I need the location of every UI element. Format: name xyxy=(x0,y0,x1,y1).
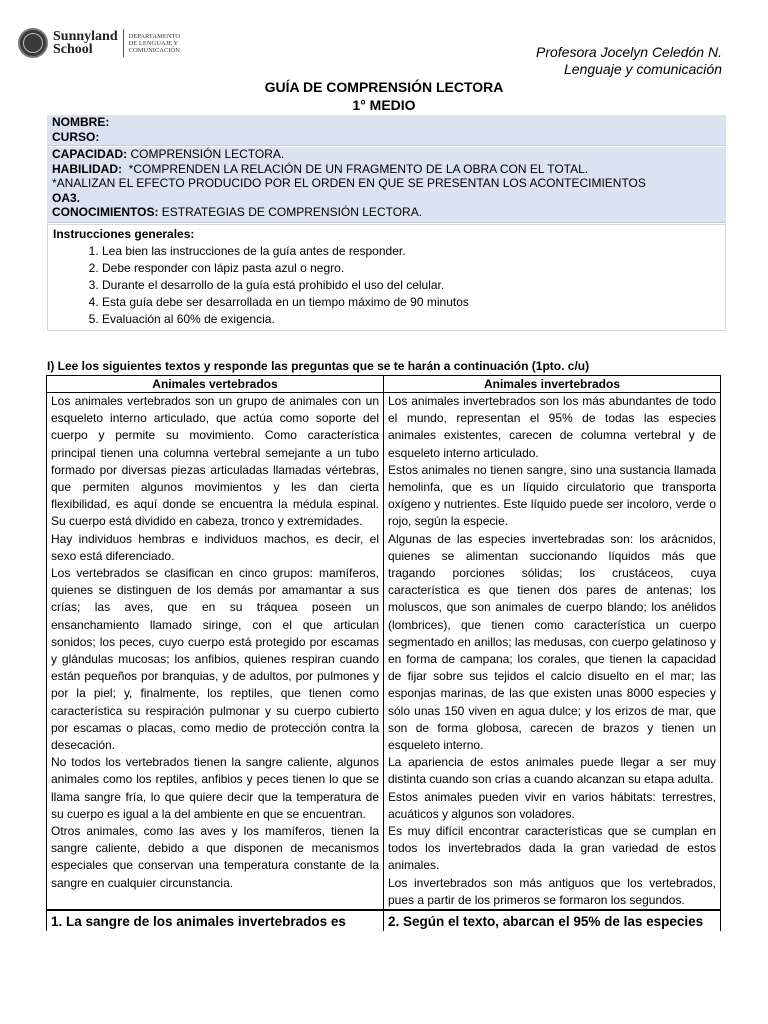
paragraph: Otros animales, como las aves y los mamíferos, tienen la sangre caliente, debido a que disponen de mecanismos especiales que conservan una temperatura constante de la sangre en cualquier circunstancia. xyxy=(51,824,379,890)
habilidad-line-2: *ANALIZAN EL EFECTO PRODUCIDO POR EL ORDEN EN QUE SE PRESENTAN LOS ACONTECIMIENTOS xyxy=(52,176,646,190)
instructions-title: Instrucciones generales: xyxy=(53,227,195,241)
question-row xyxy=(47,910,721,931)
oa-label: OA3. xyxy=(52,190,81,205)
instruction-item: 2. Debe responder con lápiz pasta azul o negro. xyxy=(102,260,720,277)
logo-divider xyxy=(123,29,124,57)
teacher-info xyxy=(536,44,722,78)
invertebrates-title: Animales invertebrados xyxy=(384,376,721,393)
table-header-row xyxy=(47,376,721,393)
instruction-item: 4. Esta guía debe ser desarrollada en un tiempo máximo de 90 minutos xyxy=(102,294,720,311)
paragraph: Los vertebrados se clasifican en cinco grupos: mamíferos, quienes se distinguen de los demás por amamantar a sus crías; las aves, que en su tráquea poseen un ensanchamiento llamado siringe, con el que articulan sonidos; los peces, cuyo cuerpo está protegido por escamas y glándulas mucosas; los anfibios, quienes respiran cuando están pequeños por branquias, y de adultos, por pulmones y por la piel; y, finalmente, los reptiles, que tienen como característica su respiración pulmonar y su cuerpo cubierto por escamas o placas, como medio de protección contra la desecación. xyxy=(51,566,379,753)
instruction-item: 1. Lea bien las instrucciones de la guía antes de responder. xyxy=(102,243,720,260)
paragraph: Estos animales no tienen sangre, sino una sustancia llamada hemolinfa, que es un líquido circulatorio que transporta oxígeno y nutrientes. Este líquido puede ser incoloro, verde o rojo, según la especie. xyxy=(388,462,716,529)
instruction-item: 3. Durante el desarrollo de la guía está prohibido el uso del celular. xyxy=(102,277,720,294)
grade-line: 1° MEDIO xyxy=(352,97,416,113)
teacher-name: Profesora Jocelyn Celedón N. xyxy=(536,44,722,60)
section-heading: I) Lee los siguientes textos y responde las preguntas que se te harán a continuación (1pto. c/u) xyxy=(47,359,590,373)
course-label: CURSO: xyxy=(52,129,100,144)
table-text-row xyxy=(47,393,721,911)
department-name: DEPARTAMENTO DE LENGUAJE Y COMUNICACIÓN xyxy=(128,32,181,54)
reading-table xyxy=(46,375,721,931)
title-line: GUÍA DE COMPRENSIÓN LECTORA xyxy=(264,79,504,95)
question-1: 1. La sangre de los animales invertebrados es xyxy=(47,910,384,931)
paragraph: Hay individuos hembras e individuos machos, es decir, el sexo está diferenciado. xyxy=(51,531,379,563)
student-info-box xyxy=(47,115,726,146)
school-seal-icon xyxy=(18,28,48,58)
habilidad-line: HABILIDAD: *COMPRENDEN LA RELACIÓN DE UN FRAGMENTO DE LA OBRA CON EL TOTAL. xyxy=(52,161,589,176)
school-logo xyxy=(18,28,180,58)
paragraph: Los animales vertebrados son un grupo de animales con un esqueleto interno articulado, que actúa como soporte del cuerpo y permite su movimiento. Como característica principal tienen una columna vertebral semejante a un tubo formado por diversas piezas articuladas llamadas vértebras, que permiten algunos movimientos y les dan cierta flexibilidad, es aquí donde se encuentra la médula espinal. Su cuerpo está dividido en cabeza, tronco y extremidades. xyxy=(51,394,379,529)
instructions-list xyxy=(53,243,720,328)
question-2: 2. Según el texto, abarcan el 95% de las especies xyxy=(384,910,721,931)
name-label: NOMBRE: xyxy=(52,115,110,129)
paragraph: Es muy difícil encontrar características que se cumplan en todos los invertebrados dada la gran variedad de estos animales. xyxy=(388,824,716,873)
paragraph: Los invertebrados son más antiguos que los vertebrados, pues a partir de los primeros se formaron los segundos. xyxy=(388,875,716,907)
paragraph: La apariencia de estos animales puede llegar a ser muy distinta cuando son crías a cuando alcanzan su etapa adulta. xyxy=(388,755,716,787)
conocimientos-line: CONOCIMIENTOS: ESTRATEGIAS DE COMPRENSIÓN LECTORA. xyxy=(52,205,423,219)
vertebrates-text xyxy=(47,393,384,911)
instruction-item: 5. Evaluación al 60% de exigencia. xyxy=(102,311,720,328)
school-name: Sunnyland School xyxy=(53,29,118,57)
instructions-box xyxy=(47,224,726,331)
page-title xyxy=(0,78,768,114)
skills-box xyxy=(47,147,726,223)
vertebrates-title: Animales vertebrados xyxy=(47,376,384,393)
paragraph: No todos los vertebrados tienen la sangre caliente, algunos animales como los reptiles, anfibios y peces tienen lo que se llama sangre fría, lo que quiere decir que la temperatura de su cuerpo es igual a la del ambiente en que se encuentran. xyxy=(51,755,379,821)
subject-name: Lenguaje y comunicación xyxy=(564,61,722,77)
paragraph: Algunas de las especies invertebradas son: los arácnidos, quienes se alimentan succionando líquidos más que tragando porciones sólidas; los crustáceos, cuya característica es que tienen dos pares de antenas; los moluscos, que son animales de cuerpo blando; los anélidos (lombrices), que tienen como característica un cuerpo segmentado en anillos; las medusas, con cuerpo gelatinoso y en forma de campana; los corales, que tienen la capacidad de fijar sobre sus tejidos el calcio disuelto en el mar; las esponjas marinas, de las que existen unas 8000 especies y sólo unas 150 viven en agua dulce; y los erizos de mar, que son de forma globosa, carecen de brazos y tienen un esqueleto interno. xyxy=(388,531,716,753)
paragraph: Los animales invertebrados son los más abundantes de todo el mundo, representan el 95% de todas las especies animales existentes, carecen de columna vertebral y de esqueleto interno articulado. xyxy=(388,394,716,460)
capacidad-line: CAPACIDAD: COMPRENSIÓN LECTORA. xyxy=(52,147,285,161)
paragraph: Estos animales pueden vivir en varios hábitats: terrestres, acuáticos y algunos son voladores. xyxy=(388,789,716,821)
invertebrates-text xyxy=(384,393,721,911)
